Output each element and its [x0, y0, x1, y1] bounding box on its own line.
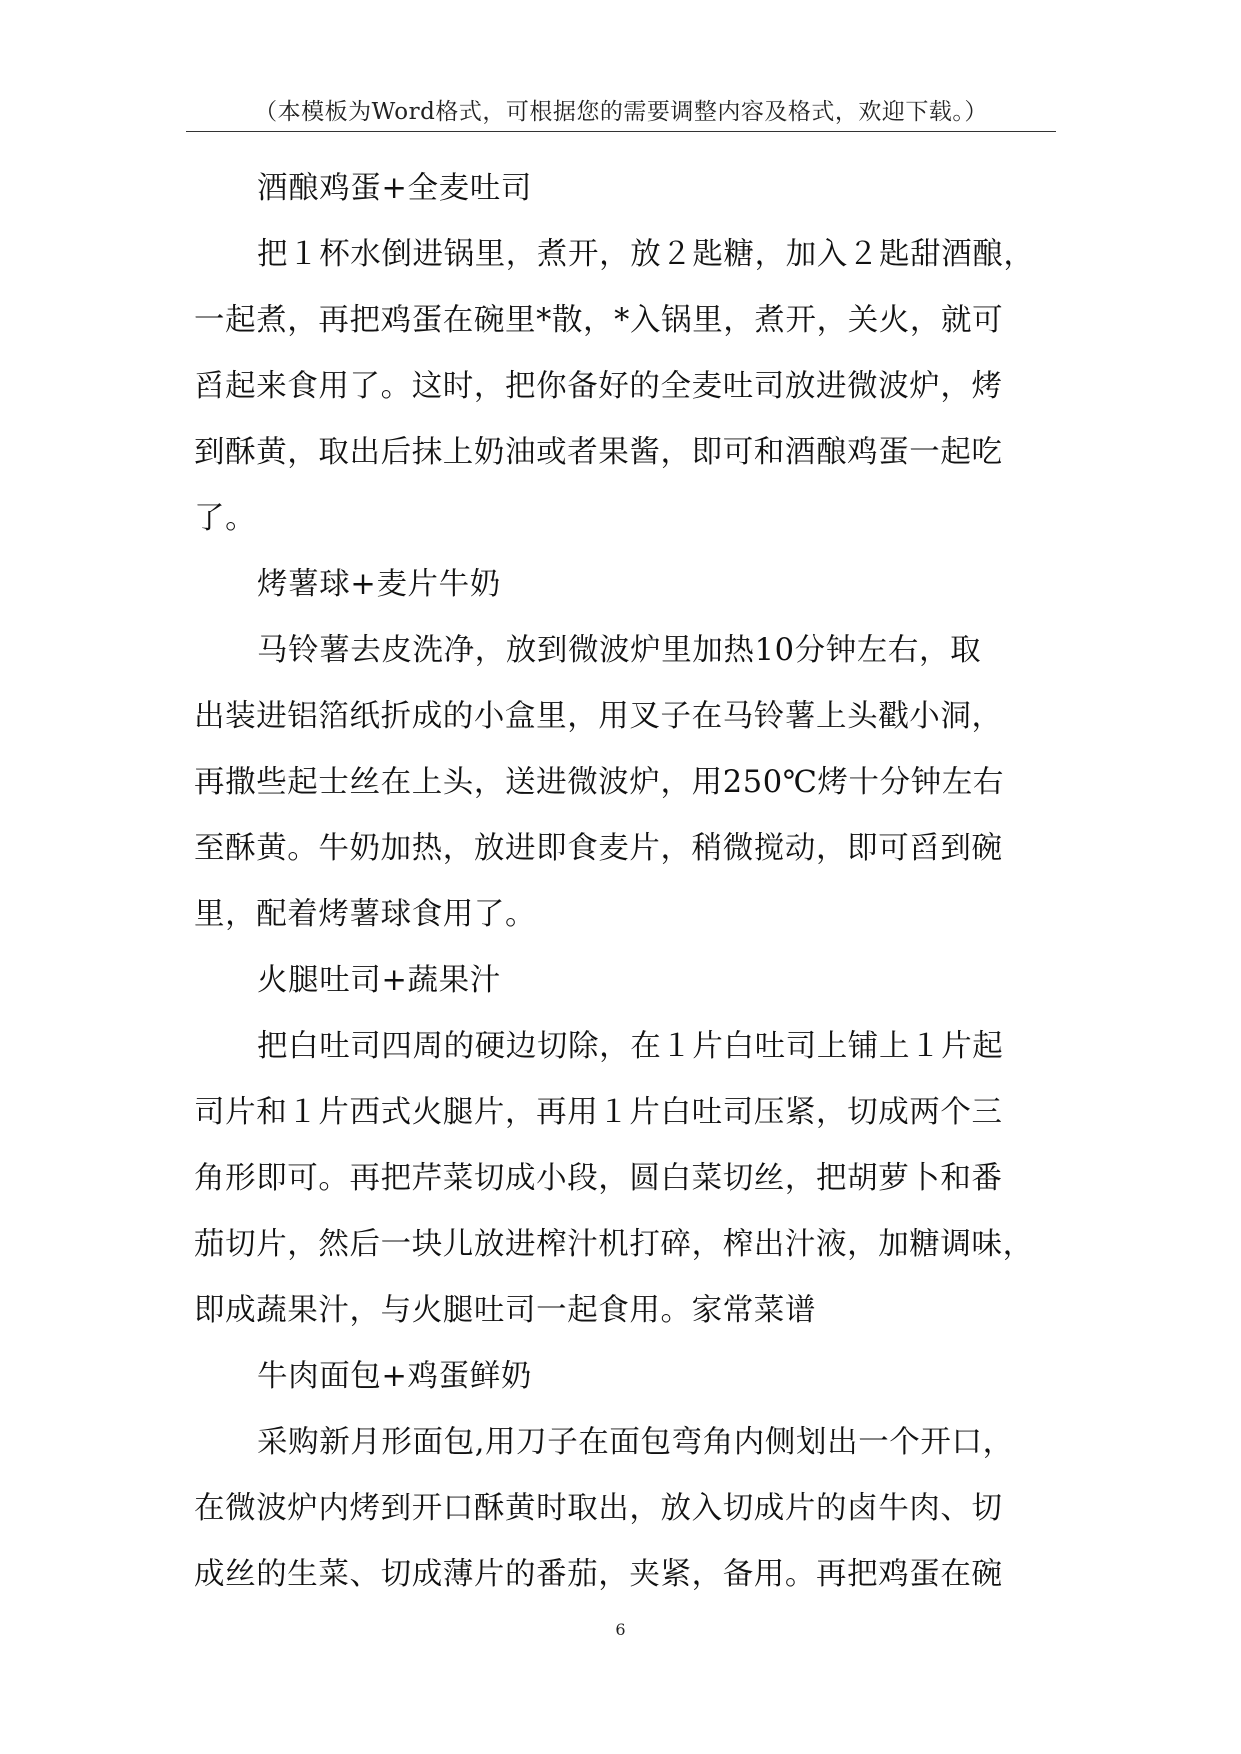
paragraph-line: 一起煮，再把鸡蛋在碗里*散，*入锅里，煮开，关火，就可: [194, 303, 1004, 338]
paragraph-line: 司片和１片西式火腿片，再用１片白吐司压紧，切成两个三: [194, 1095, 1003, 1130]
paragraph-line: 到酥黄，取出后抹上奶油或者果酱，即可和酒酿鸡蛋一起吃: [194, 435, 1003, 470]
paragraph-line: 舀起来食用了。这时，把你备好的全麦吐司放进微波炉，烤: [194, 369, 1003, 404]
document-body: [194, 156, 1054, 1608]
paragraph-line: 把１杯水倒进锅里，煮开，放２匙糖，加入２匙甜酒酿，: [257, 237, 1035, 272]
paragraph-line: 即成蔬果汁，与火腿吐司一起食用。家常菜谱: [194, 1293, 816, 1328]
paragraph-line: 了。: [194, 501, 257, 536]
recipe-heading: 牛肉面包+鸡蛋鲜奶: [257, 1359, 532, 1394]
recipe-heading: 酒酿鸡蛋+全麦吐司: [257, 171, 532, 206]
paragraph-line: 把白吐司四周的硬边切除，在１片白吐司上铺上１片起: [257, 1029, 1004, 1064]
template-notice-header: （本模板为Word格式，可根据您的需要调整内容及格式，欢迎下载。）: [254, 99, 988, 125]
paragraph-line: 出装进铝箔纸折成的小盒里，用叉子在马铃薯上头戳小洞，: [194, 699, 1003, 734]
page-number: 6: [615, 1620, 626, 1639]
paragraph-line: 再撒些起士丝在上头，送进微波炉，用250℃烤十分钟左右: [194, 765, 1005, 800]
paragraph-line: 成丝的生菜、切成薄片的番茄，夹紧，备用。再把鸡蛋在碗: [194, 1557, 1003, 1592]
paragraph-line: 马铃薯去皮洗净，放到微波炉里加热10分钟左右，取: [257, 633, 982, 668]
paragraph-line: 角形即可。再把芹菜切成小段，圆白菜切丝，把胡萝卜和番: [194, 1161, 1003, 1196]
paragraph-line: 在微波炉内烤到开口酥黄时取出，放入切成片的卤牛肉、切: [194, 1491, 1003, 1526]
paragraph-line: 里，配着烤薯球食用了。: [194, 897, 537, 932]
recipe-heading: 火腿吐司+蔬果汁: [257, 963, 501, 998]
paragraph-line: 茄切片，然后一块儿放进榨汁机打碎，榨出汁液，加糖调味，: [194, 1227, 1034, 1262]
paragraph-line: 采购新月形面包,用刀子在面包弯角内侧划出一个开口，: [257, 1425, 1014, 1460]
header-divider: [186, 131, 1056, 132]
recipe-heading: 烤薯球+麦片牛奶: [257, 567, 501, 602]
paragraph-line: 至酥黄。牛奶加热，放进即食麦片，稍微搅动，即可舀到碗: [194, 831, 1003, 866]
